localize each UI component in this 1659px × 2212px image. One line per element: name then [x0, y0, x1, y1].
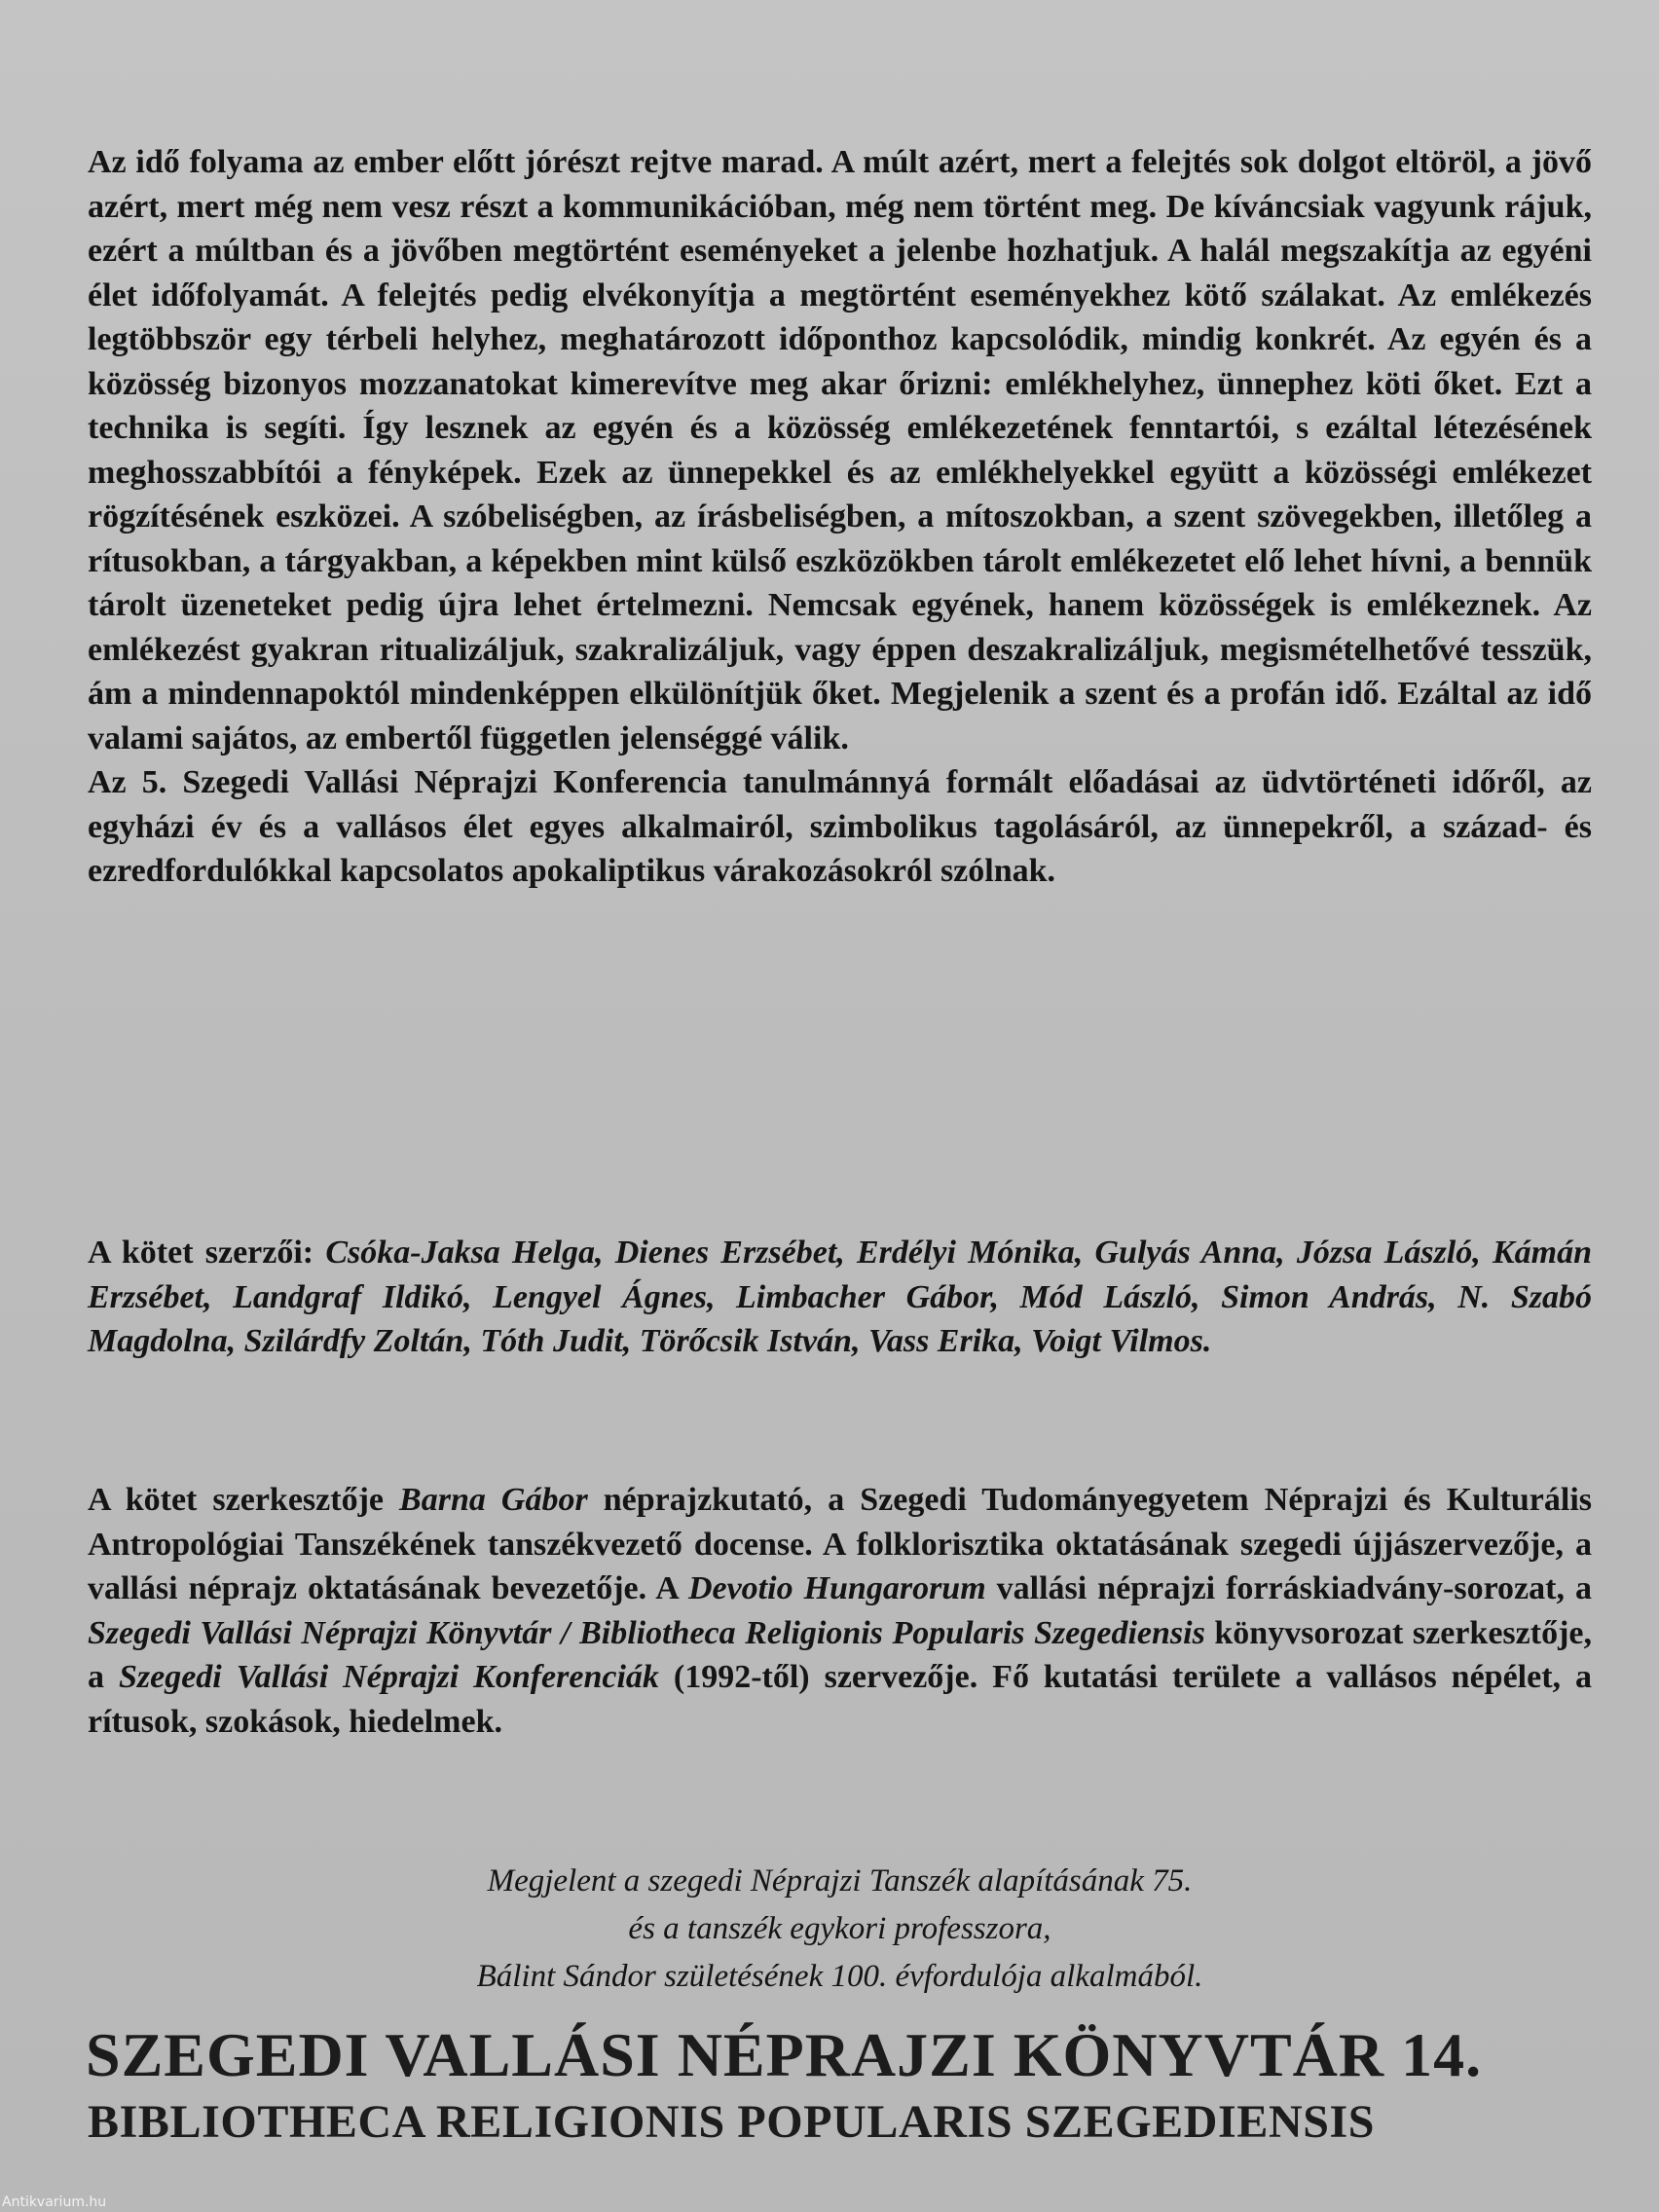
series-subtitle: BIBLIOTHECA RELIGIONIS POPULARIS SZEGEDIENSIS	[88, 2096, 1376, 2148]
editor-text: vallási néprajzi forráskiadvány-sorozat, a	[985, 1570, 1592, 1606]
watermark: Antikvarium.hu	[2, 2194, 107, 2210]
conference-series-name: Szegedi Vallási Néprajzi Konferenciák	[118, 1659, 659, 1695]
conference-paragraph: Az 5. Szegedi Vallási Néprajzi Konferencia tanulmánnyá formált előadásai az üdvtörténeti időről, az egyházi év és a vallásos élet egyes alkalmairól, szimbolikus tagolásáról, az ünnepekről, a század- és ezredfordulókkal kapcsolatos apokaliptikus várakozásokról szólnak.	[88, 764, 1592, 889]
note-line: Megjelent a szegedi Néprajzi Tanszék alapításának 75.	[487, 1863, 1193, 1899]
editor-paragraph	[88, 1478, 1592, 1744]
series-title: SZEGEDI VALLÁSI NÉPRAJZI KÖNYVTÁR 14.	[86, 2020, 1483, 2089]
authors-list: Csóka-Jaksa Helga, Dienes Erzsébet, Erdélyi Mónika, Gulyás Anna, Józsa László, Kámán Erzsébet, Landgraf Ildikó, Lengyel Ágnes, Limbacher Gábor, Mód László, Simon András, N. Szabó Magdolna, Szilárdfy Zoltán, Tóth Judit, Törőcsik István, Vass Erika, Voigt Vilmos.	[88, 1235, 1592, 1359]
editor-text: könyvsorozat szerkesztője, a	[88, 1614, 1592, 1695]
authors-paragraph	[88, 1231, 1592, 1364]
authors-section	[88, 1231, 1592, 1364]
editor-name: Barna Gábor	[399, 1482, 588, 1518]
editor-text: (1992-től) szervezője. Fő kutatási területe a vallásos népélet, a rítusok, szokások, hiedelmek.	[88, 1659, 1592, 1740]
note-line: és a tanszék egykori professzora,	[628, 1911, 1051, 1946]
editor-section	[88, 1478, 1592, 1744]
intro-paragraph: Az idő folyama az ember előtt jórészt rejtve marad. A múlt azért, mert a felejtés sok dolgot eltöröl, a jövő azért, mert még nem vesz részt a kommunikációban, még nem történt meg. De kíváncsiak vagyunk rájuk, ezért a múltban és a jövőben megtörtént eseményeket a jelenbe hozhatjuk. A halál megszakítja az egyéni élet időfolyamát. A felejtés pedig elvékonyítja a megtörtént eseményekhez kötő szálakat. Az emlékezés legtöbbször egy térbeli helyhez, meghatározott időponthoz kapcsolódik, mindig konkrét. Az egyén és a közösség bizonyos mozzanatokat kimerevítve meg akar őrizni: emlékhelyhez, ünnephez köti őket. Ezt a technika is segíti. Így lesznek az egyén és a közösség emlékezetének fenntartói, s ezáltal létezésének meghosszabbítói a fényképek. Ezek az ünnepekkel és az emlékhelyekkel együtt a közösségi emlékezet rögzítésének eszközei. A szóbeliségben, az írásbeliségben, a mítoszokban, a szent szövegekben, illetőleg a rítusokban, a tárgyakban, a képekben mint külső eszközökben tárolt emlékezetet elő lehet hívni, a bennük tárolt üzeneteket pedig újra lehet értelmezni. Nemcsak egyének, hanem közösségek is emlékeznek. Az emlékezést gyakran ritualizáljuk, szakralizáljuk, vagy éppen deszakralizáljuk, megismételhetővé tesszük, ám a mindennapoktól mindenképpen elkülönítjük őket. Megjelenik a szent és a profán idő. Ezáltal az idő valami sajátos, az embertől független jelenséggé válik.	[88, 144, 1592, 756]
note-line: Bálint Sándor születésének 100. évfordulója alkalmából.	[476, 1959, 1203, 1994]
editor-text: A kötet szerkesztője	[88, 1482, 400, 1518]
editor-text: néprajzkutató, a Szegedi Tudományegyetem Néprajzi és Kulturális Antropológiai Tanszékének tanszékvezető docense. A folklorisztika oktatásának szegedi újjászervezője, a vallási néprajz oktatásának bevezetője. A	[88, 1482, 1592, 1606]
series-name: Szegedi Vallási Néprajzi Könyvtár / Bibliotheca Religionis Popularis Szegediensis	[88, 1614, 1205, 1651]
publication-note	[88, 1858, 1592, 2001]
series-name: Devotio Hungarorum	[687, 1570, 986, 1606]
intro-section	[88, 140, 1592, 894]
authors-label: A kötet szerzői:	[88, 1235, 326, 1271]
